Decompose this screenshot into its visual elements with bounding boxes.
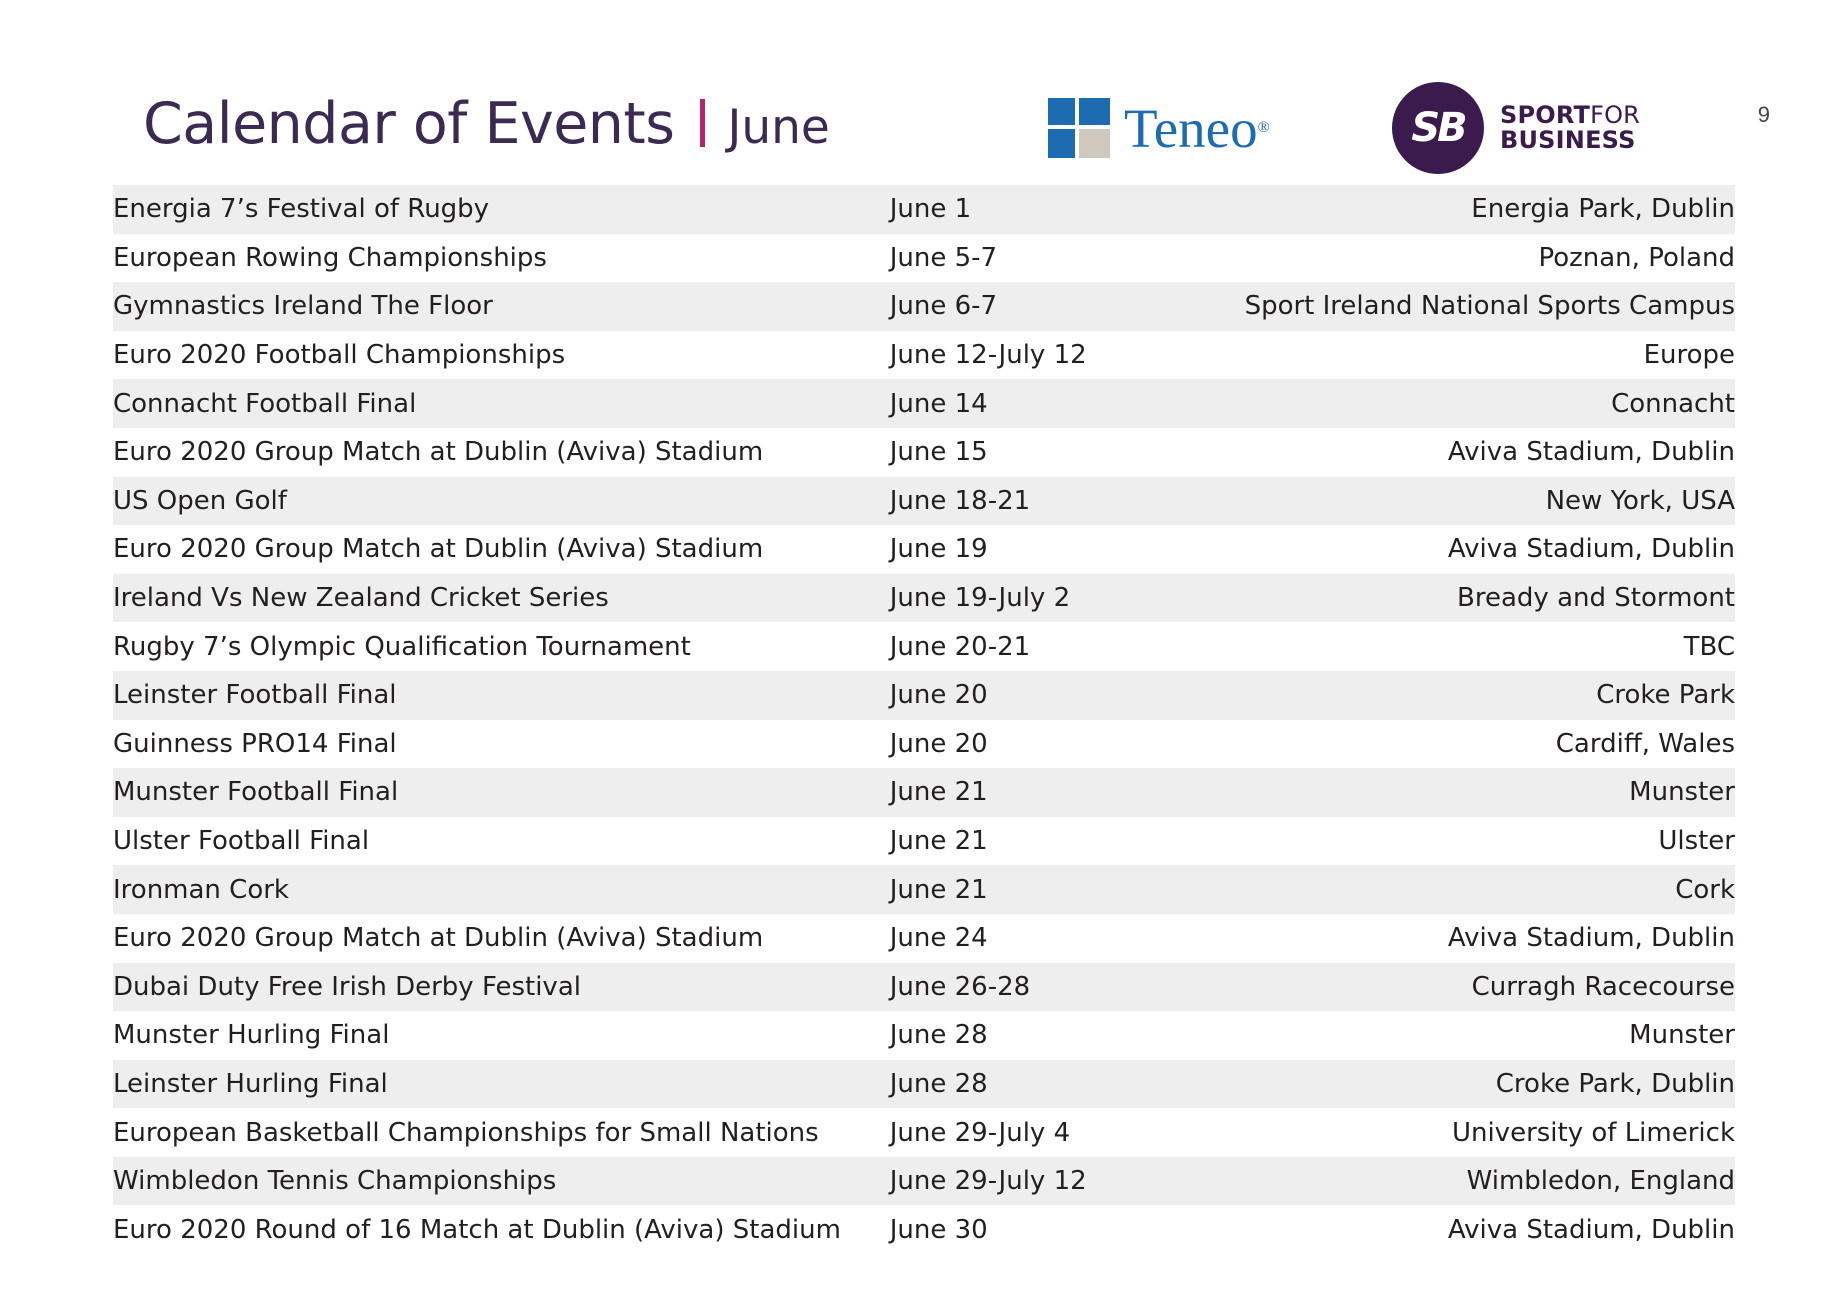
event-date: June 1: [889, 194, 972, 225]
event-name: Munster Football Final: [113, 777, 399, 808]
event-venue: Connacht: [1611, 388, 1735, 419]
event-venue: Munster: [1629, 1020, 1735, 1051]
event-venue: Bready and Stormont: [1457, 583, 1735, 614]
event-venue: Aviva Stadium, Dublin: [1447, 534, 1735, 565]
event-name: Wimbledon Tennis Championships: [113, 1166, 557, 1197]
event-name: Euro 2020 Football Championships: [113, 340, 566, 371]
table-row: [113, 963, 1735, 1012]
event-name: Dubai Duty Free Irish Derby Festival: [113, 971, 581, 1002]
events-table-body: [113, 185, 1735, 1254]
event-date: June 29-July 4: [889, 1117, 1071, 1148]
table-row: [113, 477, 1735, 526]
teneo-mark-icon: [1048, 98, 1110, 158]
event-name: Leinster Hurling Final: [113, 1068, 388, 1099]
table-row: [113, 1157, 1735, 1206]
event-name: Connacht Football Final: [113, 388, 417, 419]
sfb-line2: BUSINESS: [1500, 126, 1636, 154]
table-row: [113, 282, 1735, 331]
page-title-main: Calendar of Events: [143, 91, 675, 157]
event-name: Euro 2020 Round of 16 Match at Dublin (Aviva) Stadium: [113, 1214, 841, 1245]
event-date: June 20: [889, 680, 988, 711]
event-name: Rugby 7’s Olympic Qualification Tournament: [113, 631, 691, 662]
table-row: [113, 331, 1735, 380]
event-venue: Cardiff, Wales: [1555, 728, 1735, 759]
sfb-badge-text: SB: [1411, 105, 1465, 151]
teneo-wordmark: Teneo: [1124, 97, 1258, 159]
table-row: [113, 234, 1735, 283]
event-name: Euro 2020 Group Match at Dublin (Aviva) Stadium: [113, 534, 764, 565]
event-name: Ironman Cork: [113, 874, 289, 905]
event-venue: Croke Park, Dublin: [1495, 1068, 1735, 1099]
event-name: Ulster Football Final: [113, 826, 370, 857]
table-row: [113, 1205, 1735, 1254]
event-venue: Curragh Racecourse: [1471, 971, 1735, 1002]
sfb-line1-bold: SPORT: [1500, 100, 1591, 129]
table-row: [113, 428, 1735, 477]
event-name: Euro 2020 Group Match at Dublin (Aviva) Stadium: [113, 437, 764, 468]
table-row: [113, 1060, 1735, 1109]
table-row: [113, 574, 1735, 623]
table-row: [113, 914, 1735, 963]
event-venue: Munster: [1629, 777, 1735, 808]
event-venue: Europe: [1643, 340, 1735, 371]
table-row: [113, 768, 1735, 817]
table-row: [113, 622, 1735, 671]
event-date: June 6-7: [889, 291, 998, 322]
table-row: [113, 817, 1735, 866]
event-venue: Ulster: [1658, 826, 1735, 857]
page-title: [143, 91, 830, 157]
table-row: [113, 379, 1735, 428]
event-date: June 21: [889, 874, 988, 905]
event-name: Euro 2020 Group Match at Dublin (Aviva) Stadium: [113, 923, 764, 954]
event-venue: Wimbledon, England: [1466, 1166, 1735, 1197]
table-row: [113, 720, 1735, 769]
table-row: [113, 865, 1735, 914]
event-venue: Cork: [1675, 874, 1735, 905]
event-date: June 30: [889, 1214, 988, 1245]
event-name: Gymnastics Ireland The Floor: [113, 291, 493, 322]
table-row: [113, 671, 1735, 720]
event-name: European Rowing Championships: [113, 242, 547, 273]
event-date: June 18-21: [889, 485, 1031, 516]
table-row: [113, 185, 1735, 234]
event-venue: New York, USA: [1545, 485, 1735, 516]
event-name: Guinness PRO14 Final: [113, 728, 397, 759]
page-number: 9: [1757, 102, 1770, 127]
page-header: [0, 40, 1826, 159]
event-name: Energia 7’s Festival of Rugby: [113, 194, 490, 225]
events-table: [113, 185, 1735, 1254]
event-name: European Basketball Championships for Small Nations: [113, 1117, 819, 1148]
sport-for-business-logo: [1392, 82, 1640, 174]
event-date: June 26-28: [889, 971, 1031, 1002]
sfb-wordmark: [1500, 100, 1641, 154]
event-name: Ireland Vs New Zealand Cricket Series: [113, 583, 609, 614]
event-venue: TBC: [1683, 631, 1735, 662]
event-date: June 5-7: [889, 242, 998, 273]
event-name: Munster Hurling Final: [113, 1020, 390, 1051]
event-venue: Sport Ireland National Sports Campus: [1244, 291, 1735, 322]
table-row: [113, 1108, 1735, 1157]
event-venue: Aviva Stadium, Dublin: [1447, 923, 1735, 954]
table-row: [113, 1011, 1735, 1060]
sfb-line1-thin: FOR: [1590, 100, 1641, 129]
event-date: June 20-21: [889, 631, 1031, 662]
event-date: June 21: [889, 777, 988, 808]
event-date: June 28: [889, 1068, 988, 1099]
event-date: June 12-July 12: [889, 340, 1087, 371]
event-venue: Aviva Stadium, Dublin: [1447, 1214, 1735, 1245]
event-name: US Open Golf: [113, 485, 287, 516]
page-title-month: June: [727, 100, 830, 155]
event-date: June 28: [889, 1020, 988, 1051]
teneo-registered-mark: ®: [1257, 119, 1270, 136]
event-venue: Energia Park, Dublin: [1471, 194, 1735, 225]
sfb-badge-icon: [1392, 82, 1484, 174]
title-divider: [700, 99, 705, 147]
teneo-logo: [1048, 98, 1270, 158]
event-date: June 24: [889, 923, 988, 954]
event-name: Leinster Football Final: [113, 680, 397, 711]
event-date: June 14: [889, 388, 988, 419]
event-date: June 29-July 12: [889, 1166, 1087, 1197]
event-date: June 15: [889, 437, 988, 468]
event-venue: Aviva Stadium, Dublin: [1447, 437, 1735, 468]
table-row: [113, 525, 1735, 574]
event-venue: Croke Park: [1596, 680, 1735, 711]
event-date: June 21: [889, 826, 988, 857]
event-date: June 19: [889, 534, 988, 565]
event-venue: University of Limerick: [1451, 1117, 1735, 1148]
event-date: June 20: [889, 728, 988, 759]
event-venue: Poznan, Poland: [1538, 242, 1735, 273]
event-date: June 19-July 2: [889, 583, 1071, 614]
